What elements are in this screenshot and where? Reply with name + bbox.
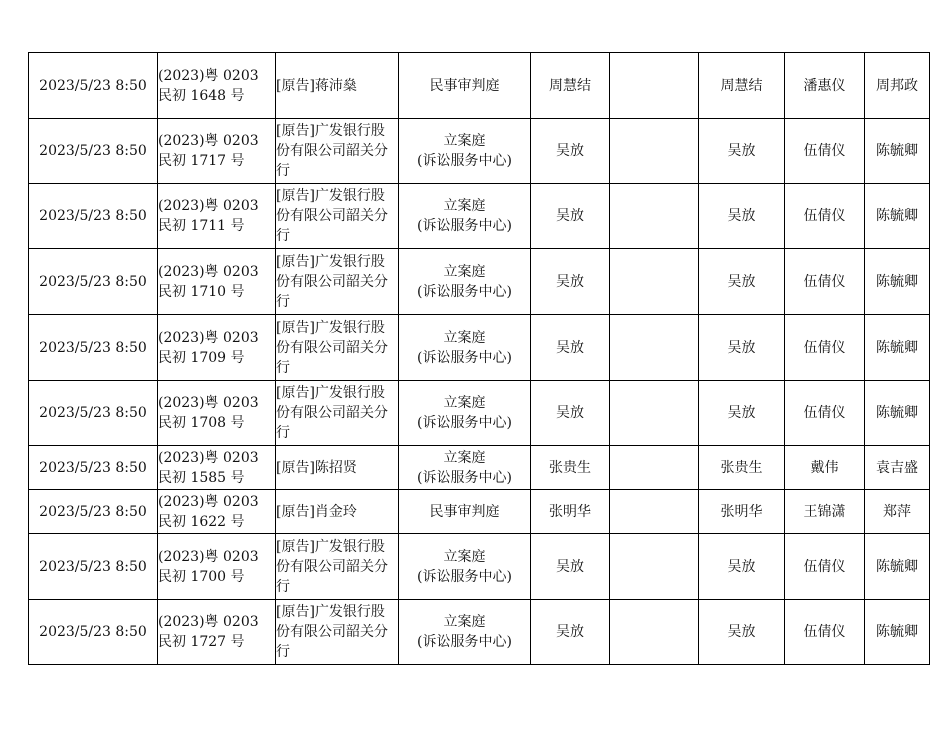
court-name: 立案庭 — [443, 395, 486, 411]
judge-name: 吴放 — [556, 339, 584, 356]
empty-cell — [610, 184, 699, 249]
associate-name: 潘惠仪 — [803, 77, 846, 94]
table-row — [29, 490, 930, 534]
associate-name: 伍倩仪 — [803, 405, 846, 421]
hearing-schedule-table — [28, 52, 930, 665]
presiding-judge-name: 张贵生 — [720, 459, 763, 476]
hearing-time: 2023/5/23 8:50 — [39, 273, 147, 290]
presiding-judge-name: 吴放 — [727, 624, 756, 640]
party-cell — [276, 249, 399, 315]
case-number-cell — [158, 184, 276, 249]
associate-name: 伍倩仪 — [803, 208, 846, 224]
party-cell — [276, 119, 399, 184]
clerk-name: 陈毓卿 — [876, 339, 918, 356]
clerk-name: 陈毓卿 — [876, 558, 918, 575]
empty-cell — [610, 315, 699, 381]
clerk-name: 陈毓卿 — [876, 273, 918, 290]
court-name: 立案庭 — [443, 263, 486, 280]
case-number-cell — [158, 53, 276, 119]
party-cell — [276, 184, 399, 249]
presiding-judge-cell — [699, 53, 785, 119]
hearing-time-cell — [29, 446, 158, 490]
judge-cell — [531, 249, 610, 315]
clerk-cell — [865, 53, 930, 119]
case-number-line1: (2023)粤 0203 — [158, 395, 259, 411]
party-name: [原告]广发银行股份有限公司韶关分行 — [276, 604, 388, 660]
court-subname: (诉讼服务中心) — [417, 634, 512, 650]
clerk-name: 郑萍 — [883, 503, 911, 520]
associate-cell — [785, 600, 865, 665]
hearing-time: 2023/5/23 8:50 — [39, 339, 147, 356]
court-name: 民事审判庭 — [429, 503, 500, 520]
hearing-time: 2023/5/23 8:50 — [39, 143, 147, 159]
hearing-time-cell — [29, 53, 158, 119]
empty-cell — [610, 490, 699, 534]
party-name: [原告]广发银行股份有限公司韶关分行 — [276, 538, 388, 595]
court-cell — [399, 490, 531, 534]
court-cell — [399, 381, 531, 446]
case-number-line1: (2023)粤 0203 — [158, 133, 259, 149]
court-name: 立案庭 — [443, 614, 486, 630]
judge-name: 吴放 — [556, 273, 584, 290]
court-cell — [399, 119, 531, 184]
party-name: [原告]陈招贤 — [276, 459, 357, 476]
judge-name: 周慧结 — [549, 77, 591, 94]
case-number-line1: (2023)粤 0203 — [158, 449, 259, 466]
court-name: 立案庭 — [443, 449, 486, 466]
party-name: [原告]广发银行股份有限公司韶关分行 — [276, 188, 388, 244]
court-subname: (诉讼服务中心) — [417, 218, 512, 234]
associate-name: 王锦潇 — [803, 503, 846, 520]
associate-name: 伍倩仪 — [803, 143, 846, 159]
judge-cell — [531, 490, 610, 534]
case-number-line1: (2023)粤 0203 — [158, 329, 259, 346]
presiding-judge-cell — [699, 600, 785, 665]
associate-name: 戴伟 — [810, 459, 839, 476]
case-number-cell — [158, 119, 276, 184]
table-row — [29, 249, 930, 315]
clerk-cell — [865, 381, 930, 446]
empty-cell — [610, 446, 699, 490]
party-name: [原告]蒋沛燊 — [276, 77, 357, 94]
party-cell — [276, 534, 399, 600]
court-subname: (诉讼服务中心) — [417, 153, 512, 169]
table-row — [29, 53, 930, 119]
court-name: 立案庭 — [443, 329, 486, 346]
empty-cell — [610, 381, 699, 446]
court-subname: (诉讼服务中心) — [417, 283, 512, 300]
court-cell — [399, 315, 531, 381]
hearing-time: 2023/5/23 8:50 — [39, 405, 147, 421]
presiding-judge-name: 张明华 — [720, 503, 763, 520]
clerk-cell — [865, 119, 930, 184]
hearing-time-cell — [29, 600, 158, 665]
court-cell — [399, 184, 531, 249]
hearing-time-cell — [29, 249, 158, 315]
presiding-judge-name: 周慧结 — [720, 77, 763, 94]
case-number-cell — [158, 490, 276, 534]
clerk-name: 周邦政 — [876, 77, 918, 94]
table-row — [29, 315, 930, 381]
case-number-line2: 民初 1585 号 — [158, 469, 245, 486]
party-cell — [276, 53, 399, 119]
clerk-cell — [865, 184, 930, 249]
judge-name: 张贵生 — [549, 459, 591, 476]
judge-cell — [531, 446, 610, 490]
case-number-line1: (2023)粤 0203 — [158, 614, 259, 630]
table-body — [29, 53, 930, 665]
hearing-time-cell — [29, 184, 158, 249]
court-cell — [399, 446, 531, 490]
case-number-line1: (2023)粤 0203 — [158, 493, 259, 510]
empty-cell — [610, 53, 699, 119]
judge-cell — [531, 600, 610, 665]
case-number-line2: 民初 1727 号 — [158, 634, 245, 650]
presiding-judge-cell — [699, 446, 785, 490]
clerk-name: 陈毓卿 — [876, 208, 918, 224]
associate-name: 伍倩仪 — [803, 339, 846, 356]
clerk-name: 袁吉盛 — [876, 459, 918, 476]
hearing-time-cell — [29, 490, 158, 534]
case-number-line2: 民初 1709 号 — [158, 349, 245, 366]
hearing-time: 2023/5/23 8:50 — [39, 558, 147, 575]
empty-cell — [610, 119, 699, 184]
case-number-line2: 民初 1622 号 — [158, 513, 245, 530]
clerk-name: 陈毓卿 — [876, 624, 918, 640]
case-number-line1: (2023)粤 0203 — [158, 263, 259, 280]
associate-cell — [785, 53, 865, 119]
hearing-time-cell — [29, 119, 158, 184]
associate-name: 伍倩仪 — [803, 624, 846, 640]
presiding-judge-cell — [699, 534, 785, 600]
table-row — [29, 184, 930, 249]
case-number-line2: 民初 1717 号 — [158, 153, 245, 169]
case-number-cell — [158, 446, 276, 490]
case-number-cell — [158, 534, 276, 600]
case-number-cell — [158, 600, 276, 665]
associate-cell — [785, 249, 865, 315]
hearing-time-cell — [29, 315, 158, 381]
court-subname: (诉讼服务中心) — [417, 415, 512, 431]
court-cell — [399, 534, 531, 600]
associate-cell — [785, 381, 865, 446]
presiding-judge-name: 吴放 — [727, 339, 756, 356]
table-row — [29, 119, 930, 184]
court-name: 立案庭 — [443, 548, 486, 565]
presiding-judge-name: 吴放 — [727, 558, 756, 575]
case-number-line2: 民初 1700 号 — [158, 568, 245, 585]
party-name: [原告]广发银行股份有限公司韶关分行 — [276, 319, 388, 376]
presiding-judge-name: 吴放 — [727, 143, 756, 159]
case-number-line1: (2023)粤 0203 — [158, 198, 259, 214]
empty-cell — [610, 600, 699, 665]
court-name: 立案庭 — [443, 133, 486, 149]
case-number-line2: 民初 1648 号 — [158, 87, 245, 104]
party-cell — [276, 446, 399, 490]
court-cell — [399, 600, 531, 665]
judge-name: 吴放 — [556, 143, 584, 159]
table-row — [29, 600, 930, 665]
presiding-judge-cell — [699, 315, 785, 381]
clerk-name: 陈毓卿 — [876, 143, 918, 159]
table-row — [29, 534, 930, 600]
table-row — [29, 446, 930, 490]
case-number-line1: (2023)粤 0203 — [158, 548, 259, 565]
associate-name: 伍倩仪 — [803, 273, 846, 290]
party-cell — [276, 315, 399, 381]
case-number-line2: 民初 1710 号 — [158, 283, 245, 300]
judge-name: 吴放 — [556, 558, 584, 575]
empty-cell — [610, 249, 699, 315]
judge-cell — [531, 381, 610, 446]
presiding-judge-cell — [699, 381, 785, 446]
clerk-cell — [865, 600, 930, 665]
case-number-line2: 民初 1711 号 — [158, 218, 245, 234]
judge-name: 吴放 — [556, 208, 584, 224]
presiding-judge-cell — [699, 490, 785, 534]
presiding-judge-cell — [699, 249, 785, 315]
clerk-name: 陈毓卿 — [876, 405, 918, 421]
hearing-time: 2023/5/23 8:50 — [39, 77, 147, 94]
associate-cell — [785, 534, 865, 600]
judge-cell — [531, 53, 610, 119]
court-name: 民事审判庭 — [429, 77, 500, 94]
associate-cell — [785, 119, 865, 184]
clerk-cell — [865, 490, 930, 534]
presiding-judge-name: 吴放 — [727, 208, 756, 224]
hearing-time-cell — [29, 381, 158, 446]
judge-name: 吴放 — [556, 405, 584, 421]
associate-cell — [785, 315, 865, 381]
empty-cell — [610, 534, 699, 600]
presiding-judge-name: 吴放 — [727, 405, 756, 421]
party-cell — [276, 490, 399, 534]
case-number-line1: (2023)粤 0203 — [158, 67, 259, 84]
clerk-cell — [865, 446, 930, 490]
judge-cell — [531, 534, 610, 600]
court-subname: (诉讼服务中心) — [417, 568, 512, 585]
case-number-cell — [158, 249, 276, 315]
case-number-line2: 民初 1708 号 — [158, 415, 245, 431]
court-subname: (诉讼服务中心) — [417, 349, 512, 366]
presiding-judge-cell — [699, 184, 785, 249]
party-name: [原告]广发银行股份有限公司韶关分行 — [276, 385, 388, 441]
presiding-judge-cell — [699, 119, 785, 184]
court-cell — [399, 53, 531, 119]
hearing-time: 2023/5/23 8:50 — [39, 624, 147, 640]
court-subname: (诉讼服务中心) — [417, 469, 512, 486]
hearing-time: 2023/5/23 8:50 — [39, 208, 147, 224]
party-name: [原告]肖金玲 — [276, 503, 357, 520]
associate-name: 伍倩仪 — [803, 558, 846, 575]
party-cell — [276, 600, 399, 665]
associate-cell — [785, 184, 865, 249]
party-cell — [276, 381, 399, 446]
court-cell — [399, 249, 531, 315]
associate-cell — [785, 490, 865, 534]
party-name: [原告]广发银行股份有限公司韶关分行 — [276, 123, 388, 179]
hearing-time: 2023/5/23 8:50 — [39, 459, 147, 476]
judge-cell — [531, 119, 610, 184]
clerk-cell — [865, 249, 930, 315]
judge-name: 张明华 — [549, 503, 591, 520]
judge-cell — [531, 184, 610, 249]
court-name: 立案庭 — [443, 198, 486, 214]
judge-cell — [531, 315, 610, 381]
table-row — [29, 381, 930, 446]
case-number-cell — [158, 315, 276, 381]
judge-name: 吴放 — [556, 624, 584, 640]
hearing-time-cell — [29, 534, 158, 600]
clerk-cell — [865, 315, 930, 381]
hearing-time: 2023/5/23 8:50 — [39, 503, 147, 520]
associate-cell — [785, 446, 865, 490]
case-number-cell — [158, 381, 276, 446]
party-name: [原告]广发银行股份有限公司韶关分行 — [276, 253, 388, 310]
presiding-judge-name: 吴放 — [727, 273, 756, 290]
clerk-cell — [865, 534, 930, 600]
